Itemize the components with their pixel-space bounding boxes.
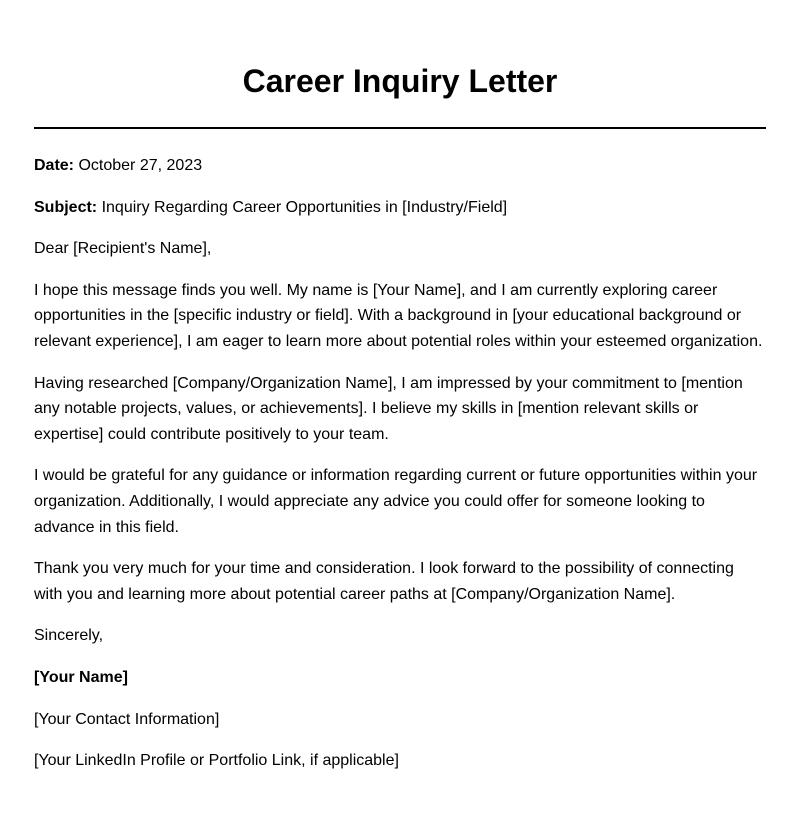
page-title: Career Inquiry Letter (242, 63, 558, 99)
date-value: October 27, 2023 (78, 157, 203, 174)
date-label: Date: (34, 157, 75, 174)
profile-link: [Your LinkedIn Profile or Portfolio Link, if applicable] (34, 752, 399, 770)
title-divider (34, 127, 766, 129)
contact-info: [Your Contact Information] (34, 710, 220, 728)
body-paragraph-3: I would be grateful for any guidance or information regarding current or future opportunities within your organization. Additionally, I would appreciate any advice you could offer for someone looking to advance in this field. (34, 467, 758, 536)
subject-line (34, 195, 766, 221)
body-paragraph-4: Thank you very much for your time and consideration. I look forward to the possibility of connecting with you and learning more about potential career paths at [Company/Organization Name]. (34, 560, 734, 603)
subject-label: Subject: (34, 198, 98, 216)
letter-body (34, 153, 766, 774)
body-paragraph-1: I hope this message finds you well. My name is [Your Name], and I am currently exploring career opportunities in the [specific industry or field]. With a background in [your educational background or relevant experience], I am eager to learn more about potential roles within your esteemed organization. (34, 281, 763, 350)
subject-value: Inquiry Regarding Career Opportunities in [Industry/Field] (101, 198, 508, 216)
closing: Sincerely, (34, 627, 104, 645)
date-line (34, 153, 766, 179)
salutation: Dear [Recipient's Name], (34, 240, 212, 258)
signature-name: [Your Name] (34, 668, 128, 686)
body-paragraph-2: Having researched [Company/Organization Name], I am impressed by your commitment to [mention any notable projects, values, or achievements]. I believe my skills in [mention relevant skills or expertise] could contribute positively to your team. (34, 374, 743, 443)
